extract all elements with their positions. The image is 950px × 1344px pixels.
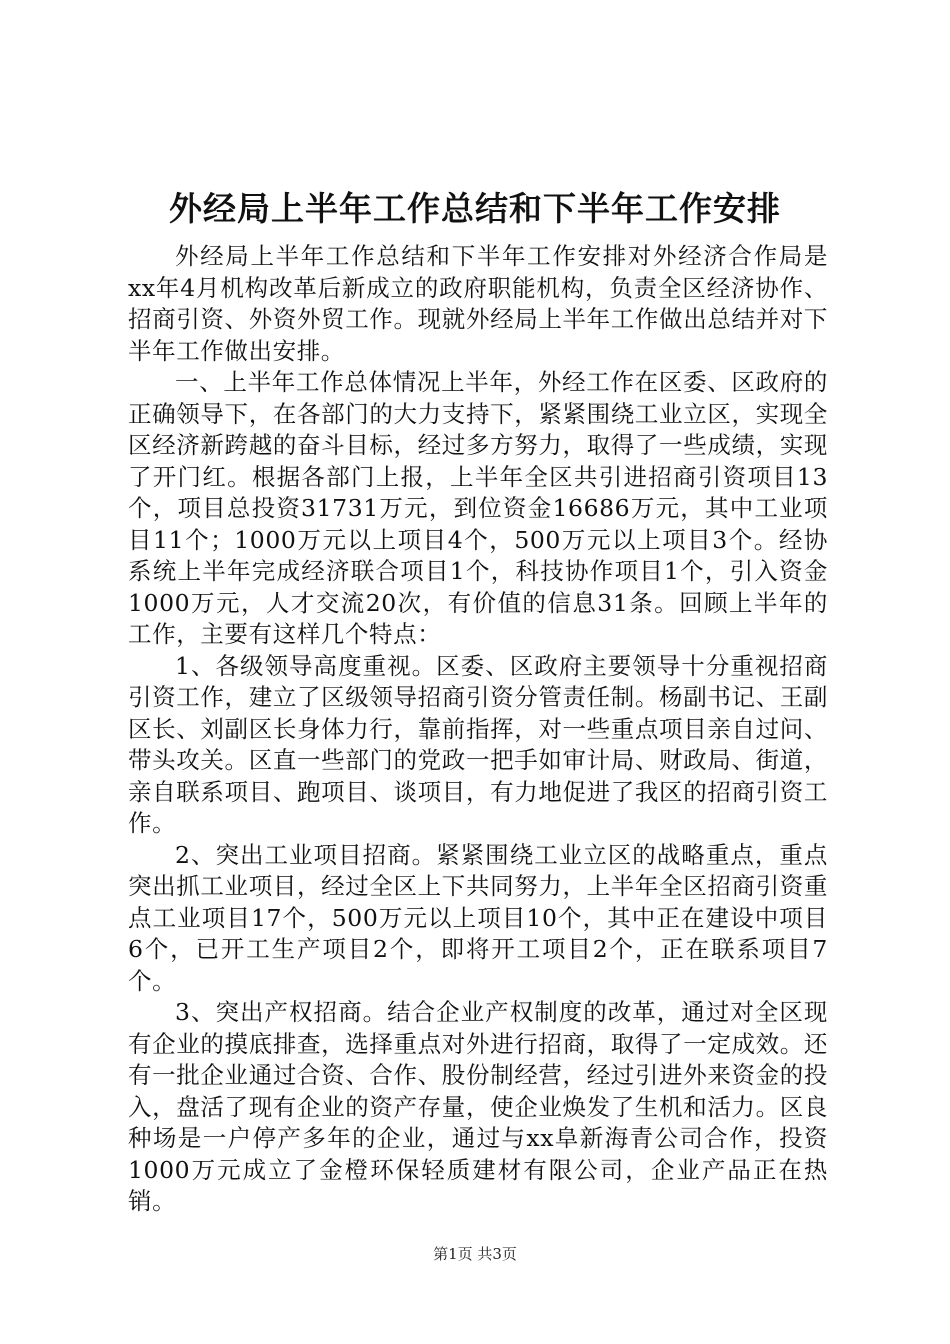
document-title: 外经局上半年工作总结和下半年工作安排 — [169, 189, 781, 228]
paragraph-point-3: 3、突出产权招商。结合企业产权制度的改革，通过对全区现有企业的摸底排查，选择重点对外进行招商，取得了一定成效。还有一批企业通过合资、合作、股份制经营，经过引进外来资金的投入，盘活了现有企业的资产存量，使企业焕发了生机和活力。区良种场是一户停产多年的企业，通过与xx阜新海青公司合作，投资1000万元成立了金橙环保轻质建材有限公司，企业产品正在热销。 — [128, 998, 828, 1215]
document-body — [128, 241, 828, 1218]
paragraph-point-2: 2、突出工业项目招商。紧紧围绕工业立区的战略重点，重点突出抓工业项目，经过全区上下共同努力，上半年全区招商引资重点工业项目17个，500万元以上项目10个，其中正在建设中项目6个，已开工生产项目2个，即将开工项目2个，正在联系项目7个。 — [128, 840, 828, 995]
paragraph-intro: 外经局上半年工作总结和下半年工作安排对外经济合作局是xx年4月机构改革后新成立的政府职能机构，负责全区经济协作、招商引资、外资外贸工作。现就外经局上半年工作做出总结并对下半年工作做出安排。 — [128, 242, 828, 365]
paragraph-point-1: 1、各级领导高度重视。区委、区政府主要领导十分重视招商引资工作，建立了区级领导招商引资分管责任制。杨副书记、王副区长、刘副区长身体力行，靠前指挥，对一些重点项目亲自过问、带头攻关。区直一些部门的党政一把手如审计局、财政局、街道，亲自联系项目、跑项目、谈项目，有力地促进了我区的招商引资工作。 — [128, 651, 828, 837]
paragraph-overview: 一、上半年工作总体情况上半年，外经工作在区委、区政府的正确领导下，在各部门的大力支持下，紧紧围绕工业立区，实现全区经济新跨越的奋斗目标，经过多方努力，取得了一些成绩，实现了开门红。根据各部门上报，上半年全区共引进招商引资项目13个，项目总投资31731万元，到位资金16686万元，其中工业项目11个；1000万元以上项目4个，500万元以上项目3个。经协系统上半年完成经济联合项目1个，科技协作项目1个，引入资金1000万元，人才交流20次，有价值的信息31条。回顾上半年的工作，主要有这样几个特点： — [128, 368, 828, 648]
page-number-footer: 第1页 共3页 — [433, 1245, 517, 1263]
